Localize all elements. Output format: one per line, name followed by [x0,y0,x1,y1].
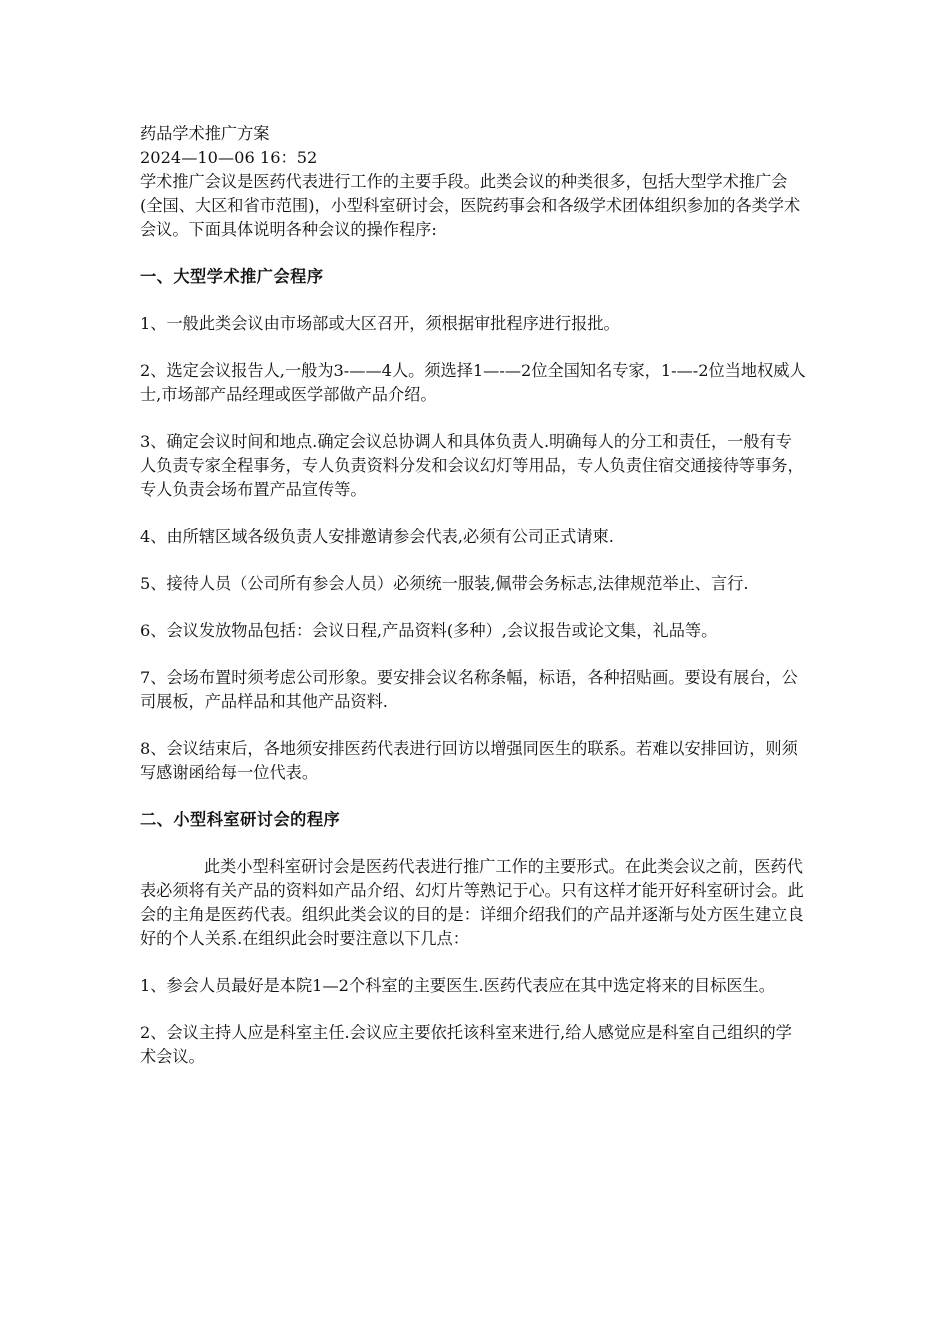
section-heading-large-meeting: 一、大型学术推广会程序 [140,267,324,286]
document-date: 2024—10—06 16：52 [140,148,318,167]
list-item: 3、确定会议时间和地点.确定会议总协调人和具体负责人.明确每人的分工和责任，一般有专人负责专家全程事务，专人负责资料分发和会议幻灯等用品，专人负责住宿交通接待等事务，专人负责会场布置产品宣传等。 [140,432,804,499]
list-item: 7、会场布置时须考虑公司形象。要安排会议名称条幅，标语，各种招贴画。要设有展台，公司展板，产品样品和其他产品资料. [140,668,798,711]
list-item: 1、一般此类会议由市场部或大区召开，须根据审批程序进行报批。 [140,314,620,333]
document-page [140,122,808,1069]
list-item: 5、接待人员（公司所有参会人员）必须统一服装,佩带会务标志,法律规范举止、言行. [140,574,749,593]
intro-paragraph: 学术推广会议是医药代表进行工作的主要手段。此类会议的种类很多，包括大型学术推广会(全国、大区和省市范围)，小型科室研讨会，医院药事会和各级学术团体组织参加的各类学术会议。下面具体说明各种会议的操作程序: [140,172,801,239]
list-item: 1、参会人员最好是本院1—2个科室的主要医生.医药代表应在其中选定将来的目标医生。 [140,976,775,995]
list-item: 2、选定会议报告人,一般为3-——4人。须选择1—-—2位全国知名专家，1-—-2位当地权威人士,市场部产品经理或医学部做产品介绍。 [140,361,806,404]
section-heading-small-meeting: 二、小型科室研讨会的程序 [140,810,341,829]
section2-intro-paragraph: 此类小型科室研讨会是医药代表进行推广工作的主要形式。在此类会议之前，医药代表必须将有关产品的资料如产品介绍、幻灯片等熟记于心。只有这样才能开好科室研讨会。此会的主角是医药代表。组织此类会议的目的是：详细介绍我们的产品并逐渐与处方医生建立良好的个人关系.在组织此会时要注意以下几点： [140,857,804,948]
list-item: 6、会议发放物品包括：会议日程,产品资料(多种）,会议报告或论文集，礼品等。 [140,621,718,640]
list-item: 4、由所辖区域各级负责人安排邀请参会代表,必须有公司正式请柬. [140,527,614,546]
list-item: 8、会议结束后，各地须安排医药代表进行回访以增强同医生的联系。若难以安排回访，则须写感谢函给每一位代表。 [140,739,798,782]
document-title: 药品学术推广方案 [140,124,270,143]
list-item: 2、会议主持人应是科室主任.会议应主要依托该科室来进行,给人感觉应是科室自己组织的学术会议。 [140,1023,792,1066]
